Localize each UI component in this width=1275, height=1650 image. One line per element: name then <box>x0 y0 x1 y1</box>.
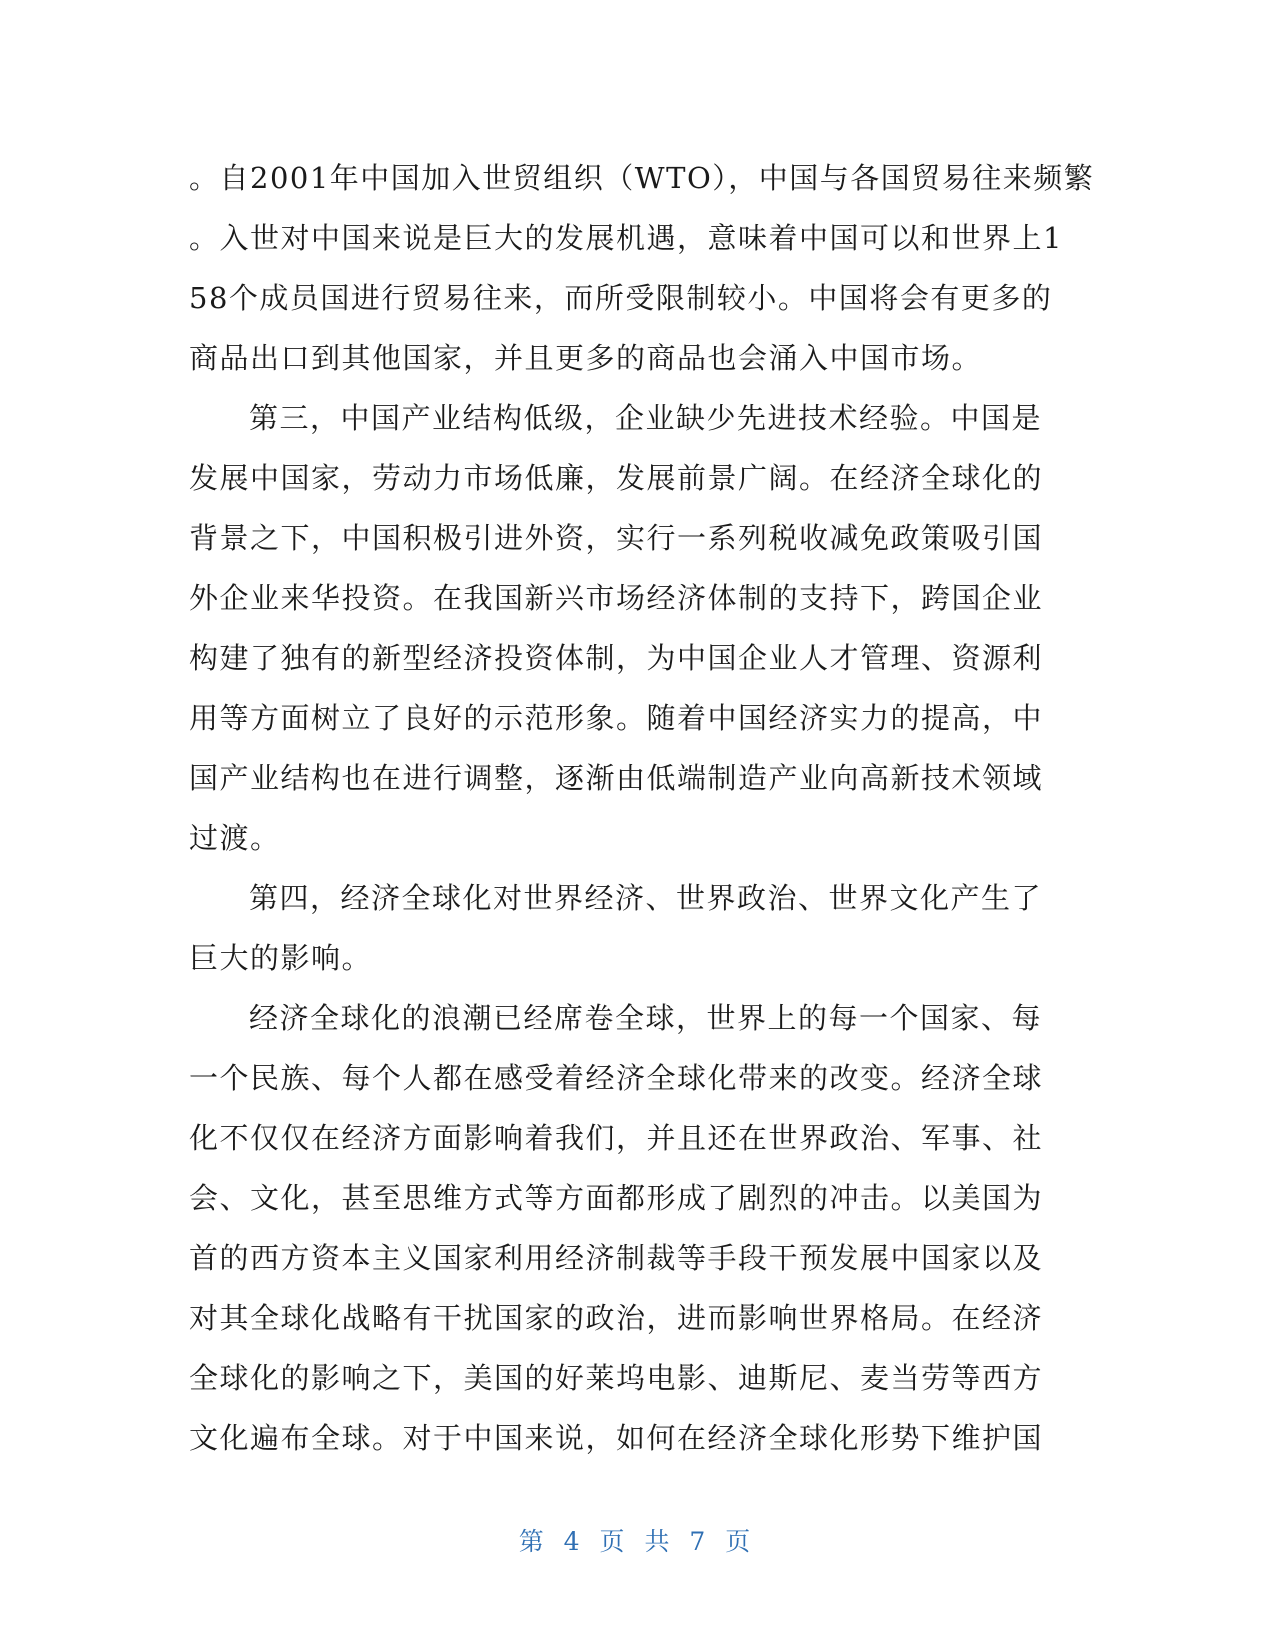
text-line: 化不仅仅在经济方面影响着我们，并且还在世界政治、军事、社 <box>189 1121 1044 1155</box>
text-line: 巨大的影响。 <box>189 941 373 975</box>
text-line: 一个民族、每个人都在感受着经济全球化带来的改变。经济全球 <box>189 1061 1044 1095</box>
text-line: 。自2001年中国加入世贸组织（WTO），中国与各国贸易往来频繁 <box>189 161 1095 195</box>
text-line: 用等方面树立了良好的示范形象。随着中国经济实力的提高，中 <box>189 701 1044 735</box>
text-line: 发展中国家，劳动力市场低廉，发展前景广阔。在经济全球化的 <box>189 461 1044 495</box>
paragraph-start-line: 第三，中国产业结构低级，企业缺少先进技术经验。中国是 <box>249 401 1043 435</box>
text-line: 首的西方资本主义国家利用经济制裁等手段干预发展中国家以及 <box>189 1241 1044 1275</box>
text-line: 背景之下，中国积极引进外资，实行一系列税收减免政策吸引国 <box>189 521 1044 555</box>
page-number-footer: 第 4 页 共 7 页 <box>518 1527 757 1556</box>
text-line: 外企业来华投资。在我国新兴市场经济体制的支持下，跨国企业 <box>189 581 1044 615</box>
text-line: 构建了独有的新型经济投资体制，为中国企业人才管理、资源利 <box>189 641 1044 675</box>
text-line: 国产业结构也在进行调整，逐渐由低端制造产业向高新技术领域 <box>189 761 1044 795</box>
text-line: 过渡。 <box>189 821 281 855</box>
text-line: 全球化的影响之下，美国的好莱坞电影、迪斯尼、麦当劳等西方 <box>189 1361 1044 1395</box>
text-line: 文化遍布全球。对于中国来说，如何在经济全球化形势下维护国 <box>189 1421 1044 1455</box>
text-line: 商品出口到其他国家，并且更多的商品也会涌入中国市场。 <box>189 341 983 375</box>
text-line: 58个成员国进行贸易往来，而所受限制较小。中国将会有更多的 <box>189 281 1053 315</box>
text-line: 。入世对中国来说是巨大的发展机遇，意味着中国可以和世界上1 <box>189 221 1063 255</box>
text-line: 会、文化，甚至思维方式等方面都形成了剧烈的冲击。以美国为 <box>189 1181 1044 1215</box>
paragraph-start-line: 第四，经济全球化对世界经济、世界政治、世界文化产生了 <box>249 881 1043 915</box>
paragraph-start-line: 经济全球化的浪潮已经席卷全球，世界上的每一个国家、每 <box>249 1001 1043 1035</box>
text-line: 对其全球化战略有干扰国家的政治，进而影响世界格局。在经济 <box>189 1301 1044 1335</box>
document-body <box>189 148 1095 1468</box>
